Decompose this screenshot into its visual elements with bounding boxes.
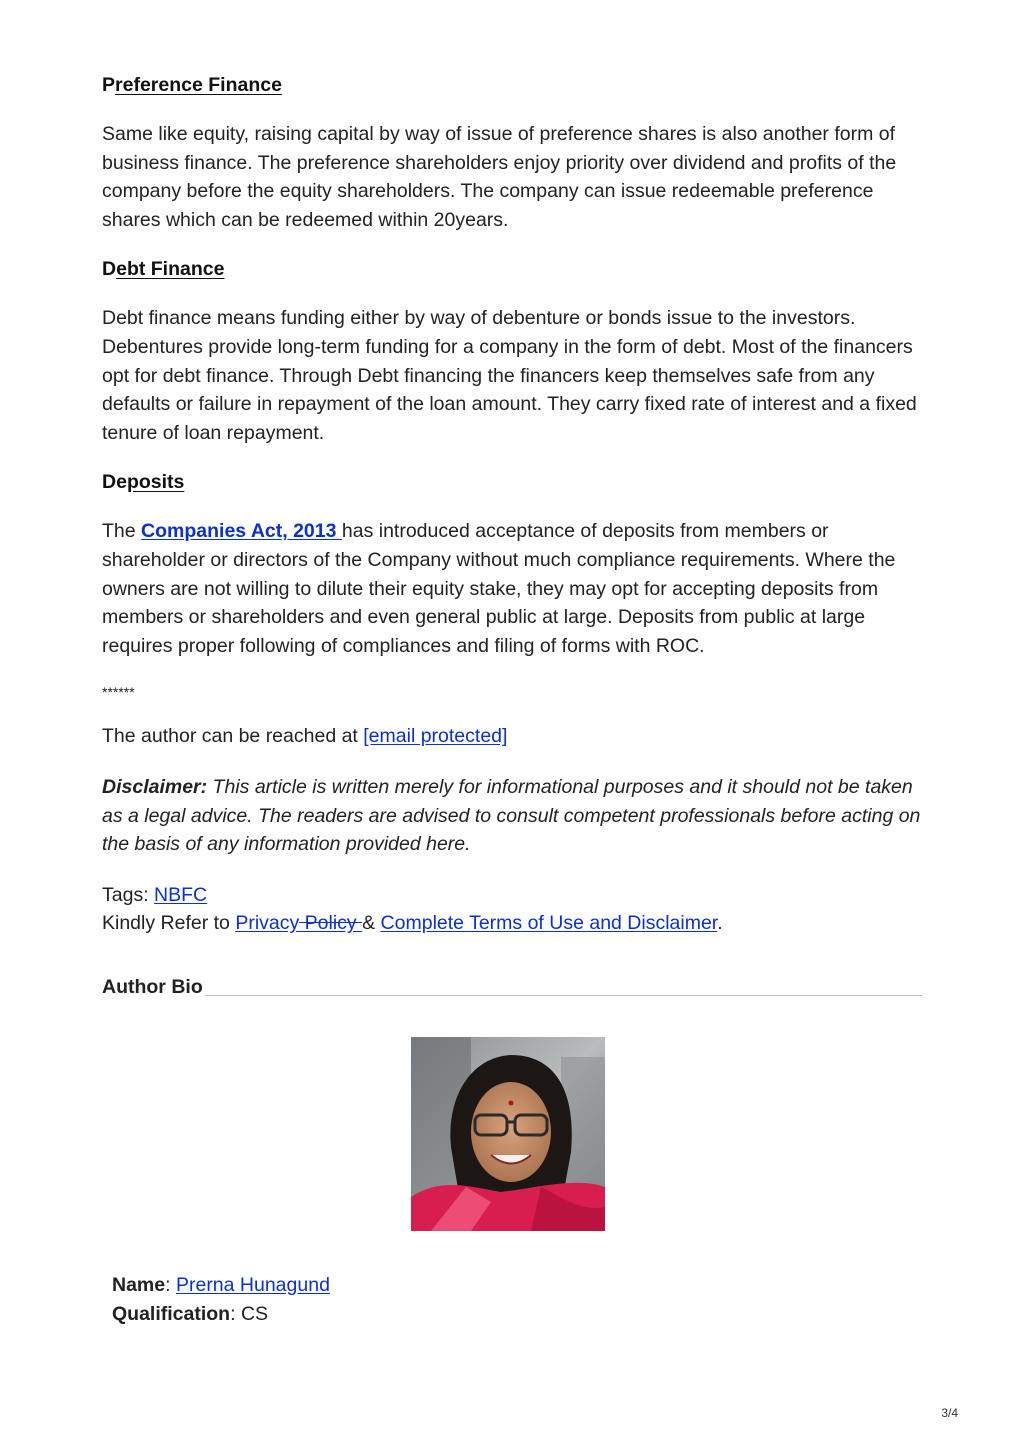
terms-link[interactable]: Complete Terms of Use and Disclaimer xyxy=(380,912,718,935)
article-body xyxy=(102,72,922,938)
deposits-text: has introduced acceptance of deposits from members or shareholder or directors of the Company without much compliance requirements. Where the owners are not willing to dilute their equity stake, they may opt for accepting deposits from members or shareholders and even general public at large. Deposits from public at large requires proper following of compliances and filing of forms with ROC. xyxy=(102,520,896,657)
tags-line xyxy=(102,881,922,910)
name-label: Name xyxy=(112,1274,166,1296)
section-heading-debt-finance: Debt Finance xyxy=(102,258,225,281)
author-contact-line xyxy=(102,722,922,751)
contact-prefix: The author can be reached at xyxy=(102,725,364,748)
author-name-link[interactable]: Prerna Hunagund xyxy=(175,1274,330,1296)
refer-prefix: Kindly Refer to xyxy=(102,912,236,935)
author-name-line: Name: Prerna Hunagund xyxy=(112,1274,330,1296)
privacy-link-text-b: Policy xyxy=(299,912,363,935)
author-photo-image xyxy=(411,1037,605,1231)
paragraph-debt-finance: Debt finance means funding either by way of debenture or bonds issue to the investors. Debentures provide long-term funding for a company in the form of debt. Most of the financers opt for debt finance. Through Debt financing the financers keep themselves safe from any defaults or failure in repayment of the loan amount. They carry fixed rate of interest and a fixed tenure of loan repayment. xyxy=(102,307,917,444)
author-photo xyxy=(411,1037,605,1231)
tag-nbfc-link[interactable]: NBFC xyxy=(154,883,208,906)
disclaimer-text: This article is written merely for informational purposes and it should not be taken as a legal advice. The readers are advised to consult competent professionals before acting on the basis of any information provided here. xyxy=(102,775,921,856)
paragraph-deposits xyxy=(102,517,922,660)
refer-line xyxy=(102,909,922,938)
author-bio-title: Author Bio xyxy=(102,976,203,998)
refer-end: . xyxy=(717,912,723,935)
qualification-value: CS xyxy=(240,1302,269,1325)
email-link[interactable]: [email protected] xyxy=(363,725,508,748)
deposits-prefix: The xyxy=(102,520,142,543)
disclaimer-label: Disclaimer: xyxy=(102,775,208,798)
author-bio-details xyxy=(112,1271,330,1328)
tags-label: Tags: xyxy=(102,883,155,906)
privacy-link-text-a: Privacy xyxy=(235,912,300,935)
privacy-policy-link[interactable] xyxy=(235,912,362,934)
refer-amp: & xyxy=(362,912,381,935)
companies-act-link[interactable]: Companies Act, 2013 xyxy=(141,520,342,543)
qualification-label: Qualification xyxy=(112,1302,231,1325)
author-qualification-line: Qualification: CS xyxy=(112,1302,269,1325)
section-heading-preference-finance: Preference Finance xyxy=(102,74,282,96)
disclaimer-paragraph xyxy=(102,773,922,859)
paragraph-preference-finance: Same like equity, raising capital by way of issue of preference shares is also another form of business finance. The preference shareholders enjoy priority over dividend and profits of the company before the equity shareholders. The company can issue redeemable preference shares which can be redeemed within 20years. xyxy=(102,123,897,231)
author-bio-heading xyxy=(102,976,922,996)
page-number: 3/4 xyxy=(941,1406,958,1420)
section-heading-deposits: Deposits xyxy=(102,471,185,494)
separator-stars: ****** xyxy=(102,684,135,701)
